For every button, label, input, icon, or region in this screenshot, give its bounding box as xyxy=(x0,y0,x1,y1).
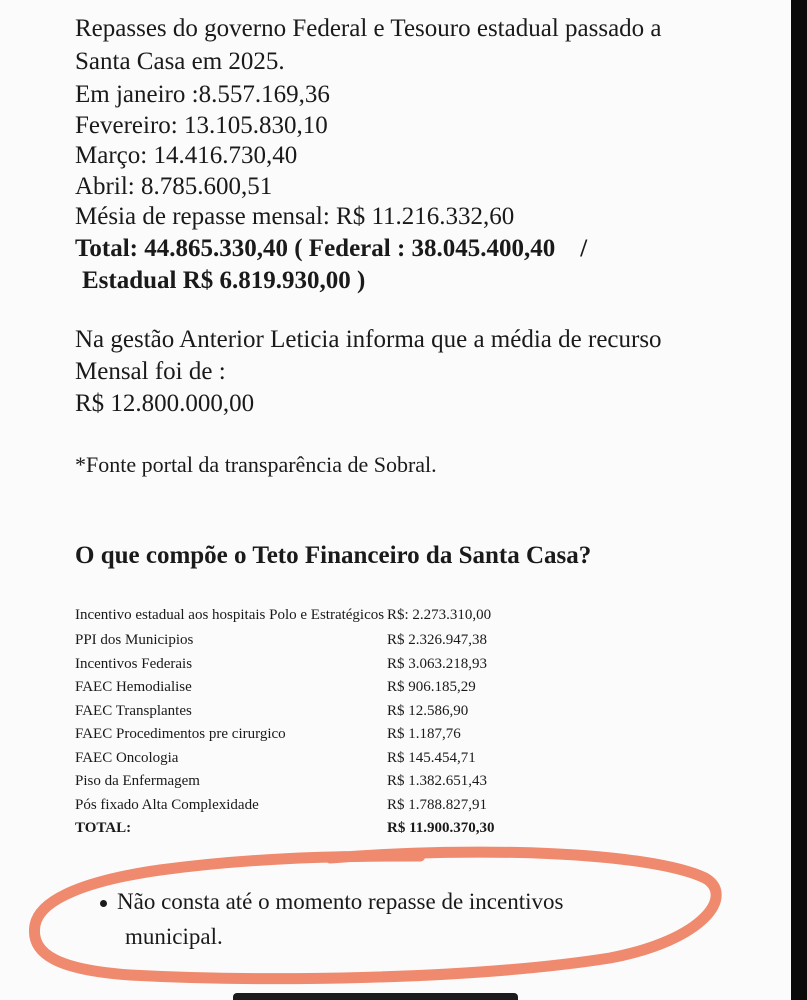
total-line-2: Estadual R$ 6.819.930,00 ) xyxy=(82,267,366,294)
screen-edge xyxy=(791,0,807,1000)
bullet-line-2: municipal. xyxy=(125,924,223,949)
row-value: R$ 145.454,71 xyxy=(387,749,476,766)
row-label: Incentivo estadual aos hospitais Polo e Estratégicos xyxy=(75,607,385,623)
total-line-1: Total: 44.865.330,40 ( Federal : 38.045.400,40 / xyxy=(75,235,588,262)
gestao-valor: R$ 12.800.000,00 xyxy=(75,390,255,417)
table-row xyxy=(75,700,535,724)
home-indicator[interactable] xyxy=(233,993,518,1000)
table-row xyxy=(75,629,535,653)
table-row xyxy=(75,723,535,747)
section-title: O que compõe o Teto Financeiro da Santa Casa? xyxy=(75,542,592,569)
row-value: R$ 906.185,29 xyxy=(387,679,476,695)
teto-table xyxy=(75,605,535,841)
table-row xyxy=(75,653,535,677)
row-label: FAEC Procedimentos pre cirurgico xyxy=(75,726,286,742)
row-label: Pós fixado Alta Complexidade xyxy=(75,796,259,813)
table-row xyxy=(75,747,535,771)
intro-line-1: Repasses do governo Federal e Tesouro estadual passado a xyxy=(75,15,662,42)
bullet-dot-icon xyxy=(100,900,107,907)
total-value: R$ 11.900.370,30 xyxy=(387,820,495,836)
table-row xyxy=(75,770,535,794)
bullet-text-1: Não consta até o momento repasse de incentivos xyxy=(117,889,564,914)
highlighted-bullet xyxy=(100,884,563,954)
table-row xyxy=(75,794,535,818)
row-value: R$ 1.382.651,43 xyxy=(387,773,488,789)
row-label: PPI dos Municipios xyxy=(75,632,194,648)
row-label: FAEC Hemodialise xyxy=(75,679,192,695)
gestao-line-1: Na gestão Anterior Leticia informa que a média de recurso xyxy=(75,326,662,353)
row-label: FAEC Transplantes xyxy=(75,702,192,719)
row-value: R$ 12.586,90 xyxy=(387,702,469,719)
table-row xyxy=(75,605,535,626)
repasse-janeiro: Em janeiro :8.557.169,36 xyxy=(75,81,330,108)
fonte-note: *Fonte portal da transparência de Sobral. xyxy=(75,452,437,477)
row-label: FAEC Oncologia xyxy=(75,749,179,766)
row-value: R$: 2.273.310,00 xyxy=(387,607,492,623)
row-value: R$ 1.187,76 xyxy=(387,726,461,742)
total-label: TOTAL: xyxy=(75,820,132,836)
media-mensal: Mésia de repasse mensal: R$ 11.216.332,60 xyxy=(75,203,515,230)
row-label: Incentivos Federais xyxy=(75,655,193,672)
repasse-marco: Março: 14.416.730,40 xyxy=(75,142,298,169)
intro-line-2: Santa Casa em 2025. xyxy=(75,48,285,75)
table-row xyxy=(75,676,535,700)
row-value: R$ 3.063.218,93 xyxy=(387,655,488,672)
table-total-row xyxy=(75,817,535,841)
repasse-abril: Abril: 8.785.600,51 xyxy=(75,173,273,200)
gestao-line-2: Mensal foi de : xyxy=(75,358,226,385)
row-value: R$ 1.788.827,91 xyxy=(387,796,488,813)
bullet-line-1 xyxy=(100,884,563,919)
row-label: Piso da Enfermagem xyxy=(75,773,200,789)
repasse-fevereiro: Fevereiro: 13.105.830,10 xyxy=(75,112,328,139)
row-value: R$ 2.326.947,38 xyxy=(387,632,488,648)
